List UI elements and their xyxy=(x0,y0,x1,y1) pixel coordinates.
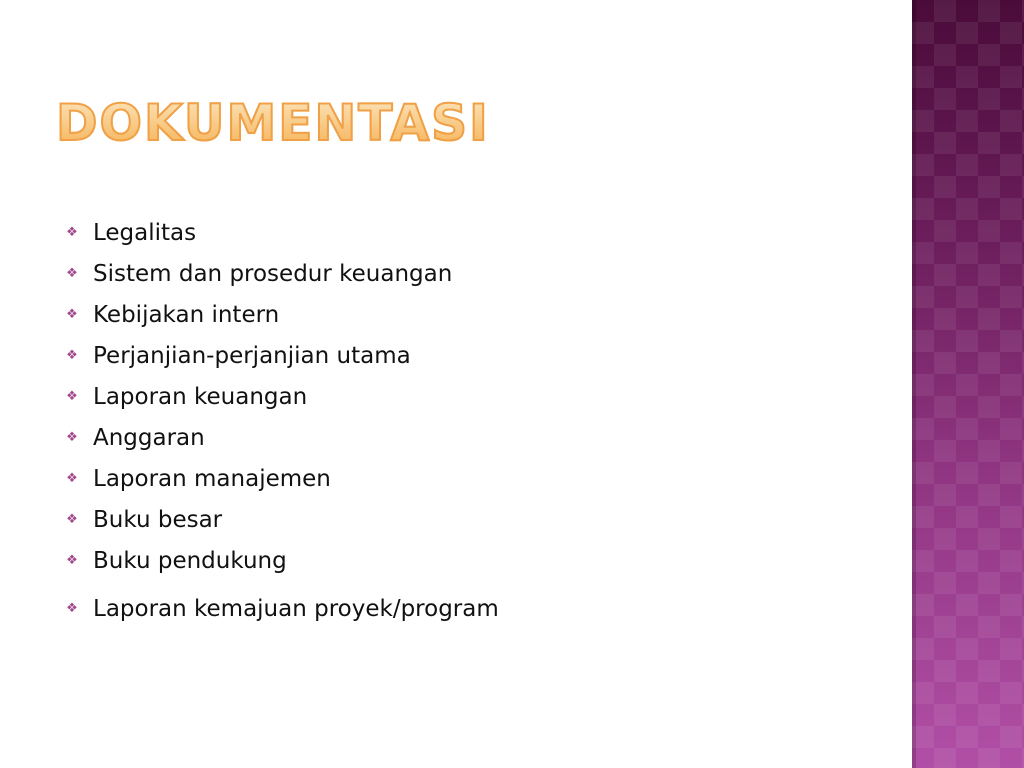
slide-title: DOKUMENTASI xyxy=(56,94,490,152)
list-item xyxy=(64,335,499,376)
list-item xyxy=(64,417,499,458)
list-item-text: Legalitas xyxy=(93,219,197,246)
list-item-text: Laporan manajemen xyxy=(93,465,331,492)
diamond-bullet-icon: ❖ xyxy=(66,225,78,240)
diamond-pattern xyxy=(912,0,1024,768)
list-item xyxy=(64,458,499,499)
diamond-bullet-icon: ❖ xyxy=(66,601,78,616)
diamond-bullet-icon: ❖ xyxy=(66,430,78,445)
diamond-bullet-icon: ❖ xyxy=(66,512,78,527)
diamond-bullet-icon: ❖ xyxy=(66,348,78,363)
band-edge-shadow xyxy=(912,0,916,768)
diamond-bullet-icon: ❖ xyxy=(66,266,78,281)
list-item xyxy=(64,212,499,253)
list-item-text: Laporan kemajuan proyek/program xyxy=(93,595,499,622)
list-item xyxy=(64,499,499,540)
list-item xyxy=(64,540,499,581)
list-item-text: Buku pendukung xyxy=(93,547,287,574)
list-item-text: Anggaran xyxy=(93,424,205,451)
list-item xyxy=(64,376,499,417)
list-item-text: Perjanjian-perjanjian utama xyxy=(93,342,411,369)
list-item xyxy=(64,294,499,335)
diamond-bullet-icon: ❖ xyxy=(66,389,78,404)
list-item-text: Kebijakan intern xyxy=(93,301,280,328)
diamond-bullet-icon: ❖ xyxy=(66,553,78,568)
list-item-text: Laporan keuangan xyxy=(93,383,308,410)
diamond-bullet-icon: ❖ xyxy=(66,471,78,486)
list-item xyxy=(64,253,499,294)
diamond-bullet-icon: ❖ xyxy=(66,307,78,322)
list-item xyxy=(64,588,499,629)
bullet-list xyxy=(64,212,499,629)
list-item-text: Buku besar xyxy=(93,506,223,533)
decorative-side-band xyxy=(912,0,1024,768)
list-item-text: Sistem dan prosedur keuangan xyxy=(93,260,453,287)
